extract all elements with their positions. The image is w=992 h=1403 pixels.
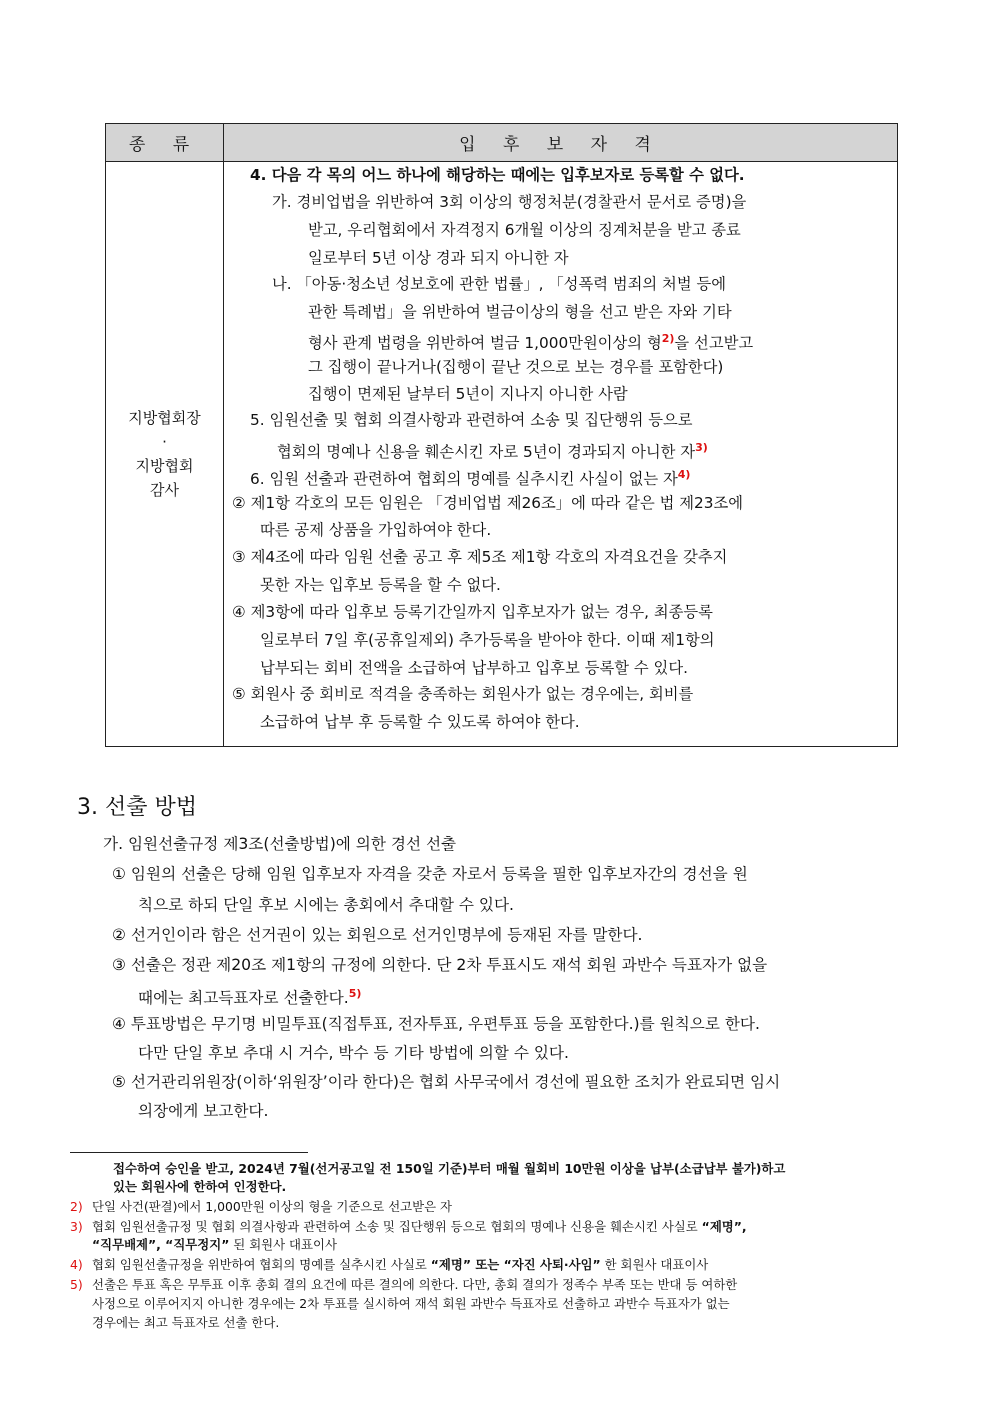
footnote-continued-line1: 접수하여 승인을 받고, 2024년 7월(선거공고일 전 150일 기준)부터 매월 월회비 10만원 이상을 납부(소급납부 불가)하고 (113, 1161, 786, 1176)
item-6-line: 6. 임원 선출과 관련하여 협회의 명예를 실추시킨 사실이 없는 자$^{4)}$ (250, 468, 691, 489)
footnote-ref-5: 5) (348, 987, 362, 1000)
header-qualification: 입 후 보 자 격 (224, 124, 898, 162)
para-4-line2: 일로부터 7일 후(공휴일제외) 추가등록을 받아야 한다. 이때 제1항의 (260, 631, 715, 649)
footnote-3-number: 3) (70, 1219, 83, 1234)
para-2-line1: ② 제1항 각호의 모든 임원은 「경비업법 제26조」에 따라 같은 법 제23조에 (232, 494, 744, 512)
rule-1-line1: ① 임원의 선출은 당해 임원 입후보자 자격을 갖춘 자로서 등록을 필한 입후보자간의 경선을 원 (112, 865, 748, 883)
para-5-line2: 소급하여 납부 후 등록할 수 있도록 하여야 한다. (260, 713, 580, 731)
item-ga-line2: 받고, 우리협회에서 자격정지 6개월 이상의 징계처분을 받고 종료 (308, 221, 741, 239)
rule-4-line1: ④ 투표방법은 무기명 비밀투표(직접투표, 전자투표, 우편투표 등을 포함한다.)를 원칙으로 한다. (112, 1015, 760, 1033)
kind-cell (106, 162, 224, 747)
item-na-line3: 형사 관계 법령을 위반하여 벌금 1,000만원이상의 형$^{2)}$을 선고받고 (308, 332, 754, 353)
footnote-ref-4: 4) (677, 468, 691, 481)
footnote-5-line3: 경우에는 최고 득표자로 선출 한다. (92, 1315, 280, 1330)
section-subheading: 가. 임원선출규정 제3조(선출방법)에 의한 경선 선출 (103, 835, 457, 853)
candidate-qualification-table (105, 123, 898, 747)
footnote-continued-line2: 있는 회원사에 한하여 인정한다. (113, 1179, 287, 1194)
item-na-line1: 나. 「아동·청소년 성보호에 관한 법률」, 「성폭력 범죄의 처벌 등에 (272, 275, 727, 293)
footnote-3-line1: 협회 임원선출규정 및 협회 의결사항과 관련하여 소송 및 집단행위 등으로 협회의 명예나 신용을 훼손시킨 사실로 “제명”, (92, 1219, 747, 1234)
item-5-line1: 5. 임원선출 및 협회 의결사항과 관련하여 소송 및 집단행위 등으로 (250, 411, 693, 429)
rule-5-line2: 의장에게 보고한다. (138, 1102, 269, 1120)
kind-line: 지방협회 (135, 457, 194, 475)
para-4-line3: 납부되는 회비 전액을 소급하여 납부하고 입후보 등록할 수 있다. (260, 659, 688, 677)
footnote-5-line1: 선출은 투표 혹은 무투표 이후 총회 결의 요건에 따른 결의에 의한다. 다만, 총회 결의가 정족수 부족 또는 반대 등 여하한 (92, 1277, 738, 1292)
para-3-line2: 못한 자는 입후보 등록을 할 수 없다. (260, 576, 501, 594)
footnote-2-text: 단일 사건(판결)에서 1,000만원 이상의 형을 기준으로 선고받은 자 (92, 1199, 452, 1214)
item-5-line2: 협회의 명예나 신용을 훼손시킨 자로 5년이 경과되지 아니한 자$^{3)}$ (277, 441, 708, 462)
item-na-line5: 집행이 면제된 날부터 5년이 지나지 아니한 사람 (308, 385, 628, 403)
rule-3-line2: 때에는 최고득표자로 선출한다.$^{5)}$ (138, 987, 362, 1008)
rule-3-line1: ③ 선출은 정관 제20조 제1항의 규정에 의한다. 단 2차 투표시도 재석 회원 과반수 득표자가 없을 (112, 956, 768, 974)
rule-2-line: ② 선거인이라 함은 선거권이 있는 회원으로 선거인명부에 등재된 자를 말한다. (112, 926, 643, 944)
item-na-line4: 그 집행이 끝나거나(집행이 끝난 것으로 보는 경우를 포함한다) (308, 358, 724, 376)
para-3-line1: ③ 제4조에 따라 임원 선출 공고 후 제5조 제1항 각호의 자격요건을 갖추지 (232, 548, 728, 566)
qualification-cell (224, 162, 898, 747)
footnote-ref-2: 2) (661, 332, 675, 345)
footnote-2-number: 2) (70, 1199, 83, 1214)
footnote-4-number: 4) (70, 1257, 83, 1272)
rule-1-line2: 칙으로 하되 단일 후보 시에는 총회에서 추대할 수 있다. (138, 896, 515, 914)
header-kind: 종 류 (106, 124, 224, 162)
footnote-5-number: 5) (70, 1277, 83, 1292)
footnote-separator (70, 1152, 308, 1153)
section-title: 3. 선출 방법 (77, 795, 197, 820)
item-ga-line1: 가. 경비업법을 위반하여 3회 이상의 행정처분(경찰관서 문서로 증명)을 (272, 193, 747, 211)
kind-line: · (162, 433, 167, 451)
kind-line: 감사 (150, 481, 179, 499)
para-2-line2: 따른 공제 상품을 가입하여야 한다. (260, 521, 492, 539)
item-na-line2: 관한 특례법」을 위반하여 벌금이상의 형을 선고 받은 자와 기타 (308, 303, 732, 321)
footnote-4-text: 협회 임원선출규정을 위반하여 협회의 명예를 실추시킨 사실로 “제명” 또는 “자진 사퇴·사임” 한 회원사 대표이사 (92, 1257, 709, 1272)
rule-5-line1: ⑤ 선거관리위원장(이하‘위원장’이라 한다)은 협회 사무국에서 경선에 필요한 조치가 완료되면 임시 (112, 1073, 781, 1091)
kind-line: 지방협회장 (128, 409, 201, 427)
footnote-3-line2: “직무배제”, “직무정지” 된 회원사 대표이사 (92, 1237, 337, 1252)
rule-4-line2: 다만 단일 후보 추대 시 거수, 박수 등 기타 방법에 의할 수 있다. (138, 1044, 569, 1062)
footnote-5-line2: 사정으로 이루어지지 아니한 경우에는 2차 투표를 실시하여 재석 회원 과반수 득표자로 선출하고 과반수 득표자가 없는 (92, 1296, 730, 1311)
item-4-heading: 4. 다음 각 목의 어느 하나에 해당하는 때에는 입후보자로 등록할 수 없다. (250, 166, 745, 184)
para-5-line1: ⑤ 회원사 중 회비로 적격을 충족하는 회원사가 없는 경우에는, 회비를 (232, 685, 694, 703)
item-ga-line3: 일로부터 5년 이상 경과 되지 아니한 자 (308, 249, 569, 267)
footnote-ref-3: 3) (695, 441, 708, 454)
para-4-line1: ④ 제3항에 따라 입후보 등록기간일까지 입후보자가 없는 경우, 최종등록 (232, 603, 713, 621)
